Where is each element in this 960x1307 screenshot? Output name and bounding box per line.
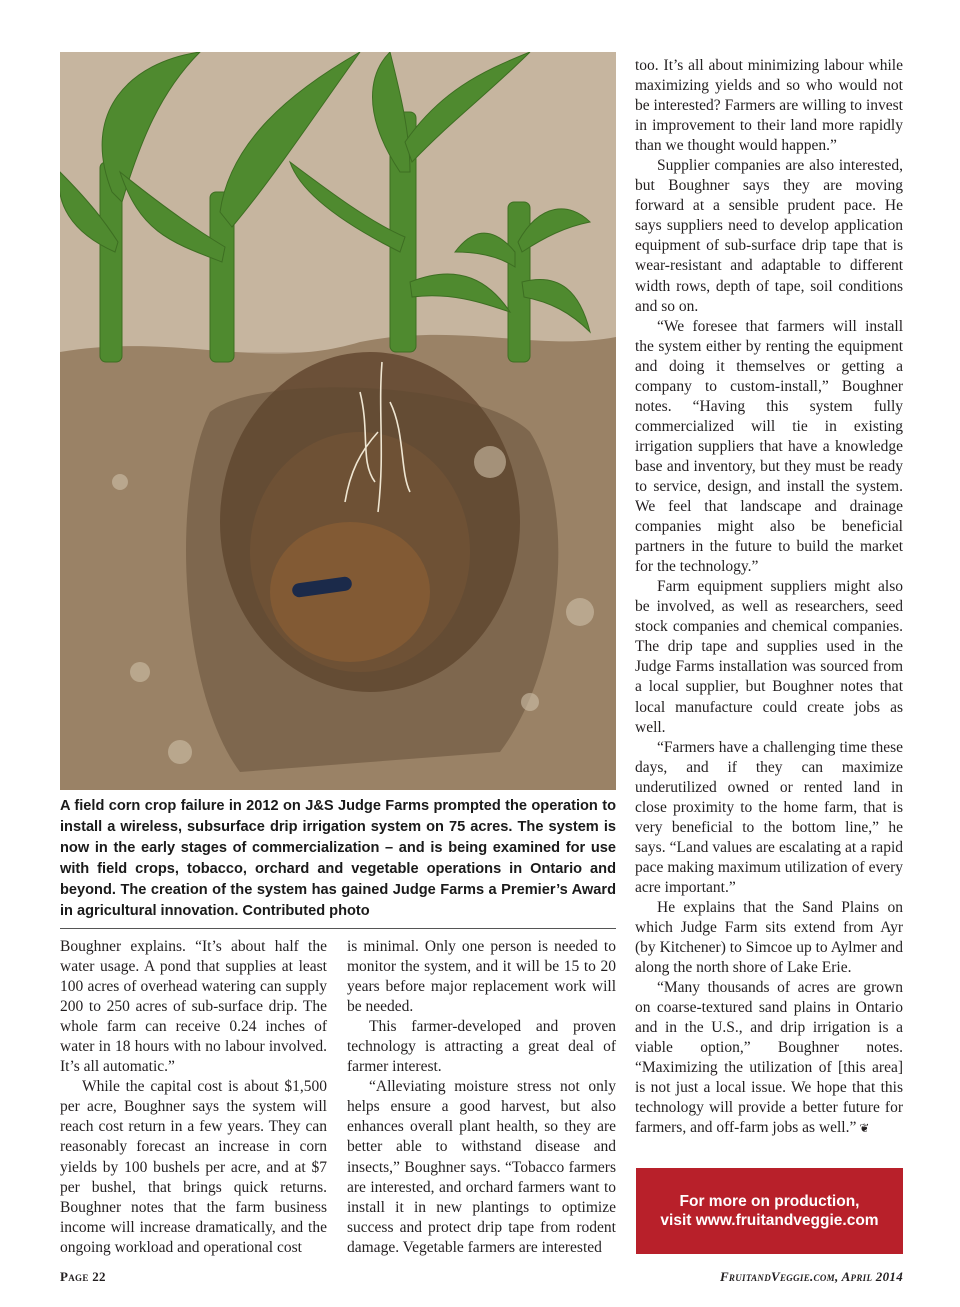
- text-column-1: [60, 937, 327, 1258]
- paragraph: Supplier companies are also interested, but Boughner says they are moving forward at a sensible prudent pace. He says suppliers need to develop application equipment of sub-surface drip tape that is wear-resistant and adaptable to different width rows, depth of tape, soil conditions and so on.: [635, 157, 903, 315]
- corn-field-photo-illustration: [60, 52, 616, 790]
- paragraph: Farm equipment suppliers might also be involved, as well as researchers, seed stock companies and chemical companies. The drip tape and supplies used in the Judge Farms installation was sourced from a local supplier, but Boughner notes that local manufacture could create jobs as well.: [635, 578, 903, 736]
- article-photo: [60, 52, 616, 790]
- paragraph: He explains that the Sand Plains on which Judge Farm sits extend from Ayr (by Kitchener) to Simcoe up to Aylmer and along the north shore of Lake Erie.: [635, 898, 903, 977]
- end-mark-icon: ❦: [859, 1121, 870, 1136]
- paragraph: Boughner explains. “It’s about half the water usage. A pond that supplies at least 100 acres of overhead watering can supply 200 to 250 acres of sub-surface drip. The whole farm can receive 0.24 inches of water in 18 hours with no labour involved. It’s all automatic.”: [60, 938, 327, 1076]
- paragraph-text: “Many thousands of acres are grown on coarse-textured sand plains in Ontario and in the U.S., and drip irrigation is a viable option,” Boughner notes. “Maximizing the utilization of [this area] is not just a local issue. We hope that this technology will provide a better future for farmers, and off-farm jobs as well.”: [635, 979, 903, 1137]
- page-number: Page 22: [60, 1269, 106, 1284]
- text-column-3: [635, 56, 903, 1139]
- paragraph: is minimal. Only one person is needed to monitor the system, and it will be 15 to 20 years before major replacement work will be needed.: [347, 938, 616, 1016]
- paragraph: While the capital cost is about $1,500 per acre, Boughner says the system will reach cost return in a few years. They can reasonably forecast an increase in corn yields by 100 bushels per acre, and at $7 per bushel, that brings quick returns. Boughner notes that the farm business income will increase dramatically, and the ongoing workload and operational cost: [60, 1078, 327, 1256]
- photo-caption: A field corn crop failure in 2012 on J&S Judge Farms prompted the operation to install a wireless, subsurface drip irrigation system on 75 acres. The system is now in the early stages of commercialization – and is being examined for use with field crops, tobacco, orchard and vegetable operations in Ontario and beyond. The creation of the system has gained Judge Farms a Premier’s Award in agricultural innovation. Contributed photo: [60, 798, 616, 919]
- paragraph-last: [635, 978, 903, 1138]
- paragraph: too. It’s all about minimizing labour while maximizing yields and so who would not be interested? Farmers are willing to invest in improvement to their land more rapidly than we thought would happen.”: [635, 57, 903, 155]
- text-column-2: [347, 937, 616, 1258]
- paragraph: “We foresee that farmers will install the system either by renting the equipment and doing it themselves or getting a company to custom-install,” Boughner notes. “Having this system fully commercialized will tie in existing irrigation suppliers that have a knowledge base and inventory, but they must be ready to service, design, and install the system. We feel that landscape and drainage companies might also be beneficial partners in the future to build the market for the technology.”: [635, 317, 903, 576]
- paragraph: This farmer-developed and proven technology is attracting a great deal of farmer interest.: [347, 1018, 616, 1076]
- promo-line-2: visit www.fruitandveggie.com: [660, 1212, 879, 1229]
- publication-footer: FruitandVeggie.com, April 2014: [719, 1269, 903, 1284]
- promo-line-1: For more on production,: [679, 1193, 860, 1210]
- paragraph: “Farmers have a challenging time these days, and if they can maximize underutilized owned or rented land in close proximity to the home farm, that is very beneficial to the bottom line,” he says. “Land values are escalating at a rapid pace making maximum utilization of every acre important.”: [635, 738, 903, 896]
- caption-divider: [60, 928, 616, 929]
- promo-box-link[interactable]: [636, 1168, 903, 1254]
- paragraph: “Alleviating moisture stress not only helps ensure a good harvest, but also enhances overall plant health, so they are better able to withstand disease and insects,” Boughner says. “Tobacco farmers are interested, and orchard farmers want to install it in new plantings to optimize success and protect drip tape from rodent damage. Vegetable farmers are interested: [347, 1078, 616, 1256]
